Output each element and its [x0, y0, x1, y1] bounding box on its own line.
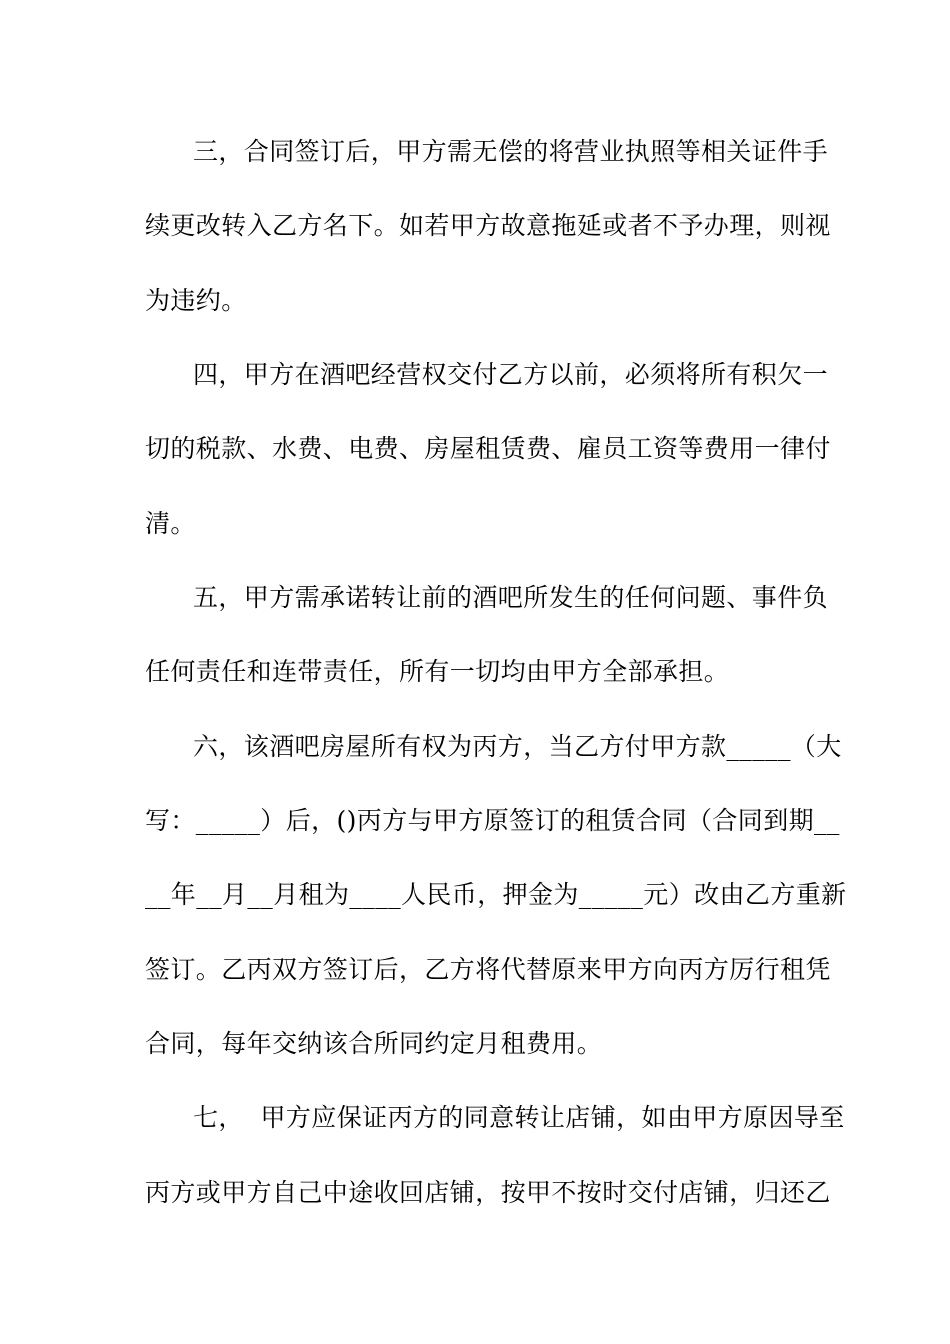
paragraph-7-line-1: 七， 甲方应保证丙方的同意转让店铺，如由甲方原因导至: [193, 1103, 845, 1132]
paragraph-4-line-1: 四，甲方在酒吧经营权交付乙方以前，必须将所有积欠一: [193, 360, 829, 389]
paragraph-3-line-2: 续更改转入乙方名下。如若甲方故意拖延或者不予办理，则视: [145, 211, 831, 240]
paragraph-6-line-1: 六，该酒吧房屋所有权为丙方，当乙方付甲方款_____（大: [193, 732, 842, 761]
paragraph-6-line-2: 写：_____）后，()丙方与甲方原签订的租赁合同（合同到期__: [145, 806, 840, 835]
paragraph-6-line-3: __年__月__月租为____人民币，押金为_____元）改由乙方重新: [145, 880, 847, 909]
paragraph-6-line-5: 合同，每年交纳该合所同约定月租费用。: [145, 1029, 603, 1058]
paragraph-7-line-2: 丙方或甲方自己中途收回店铺，按甲不按时交付店铺，归还乙: [145, 1178, 831, 1207]
paragraph-4-line-3: 清。: [145, 509, 196, 538]
paragraph-5-line-1: 五，甲方需承诺转让前的酒吧所发生的任何问题、事件负: [193, 583, 829, 612]
paragraph-5-line-2: 任何责任和连带责任，所有一切均由甲方全部承担。: [145, 657, 730, 686]
paragraph-3-line-1: 三，合同签订后，甲方需无偿的将营业执照等相关证件手: [193, 137, 829, 166]
paragraph-4-line-2: 切的税款、水费、电费、房屋租赁费、雇员工资等费用一律付: [145, 434, 831, 463]
paragraph-6-line-4: 签订。乙丙双方签订后，乙方将代替原来甲方向丙方厉行租凭: [145, 955, 831, 984]
paragraph-3-line-3: 为违约。: [145, 286, 247, 315]
